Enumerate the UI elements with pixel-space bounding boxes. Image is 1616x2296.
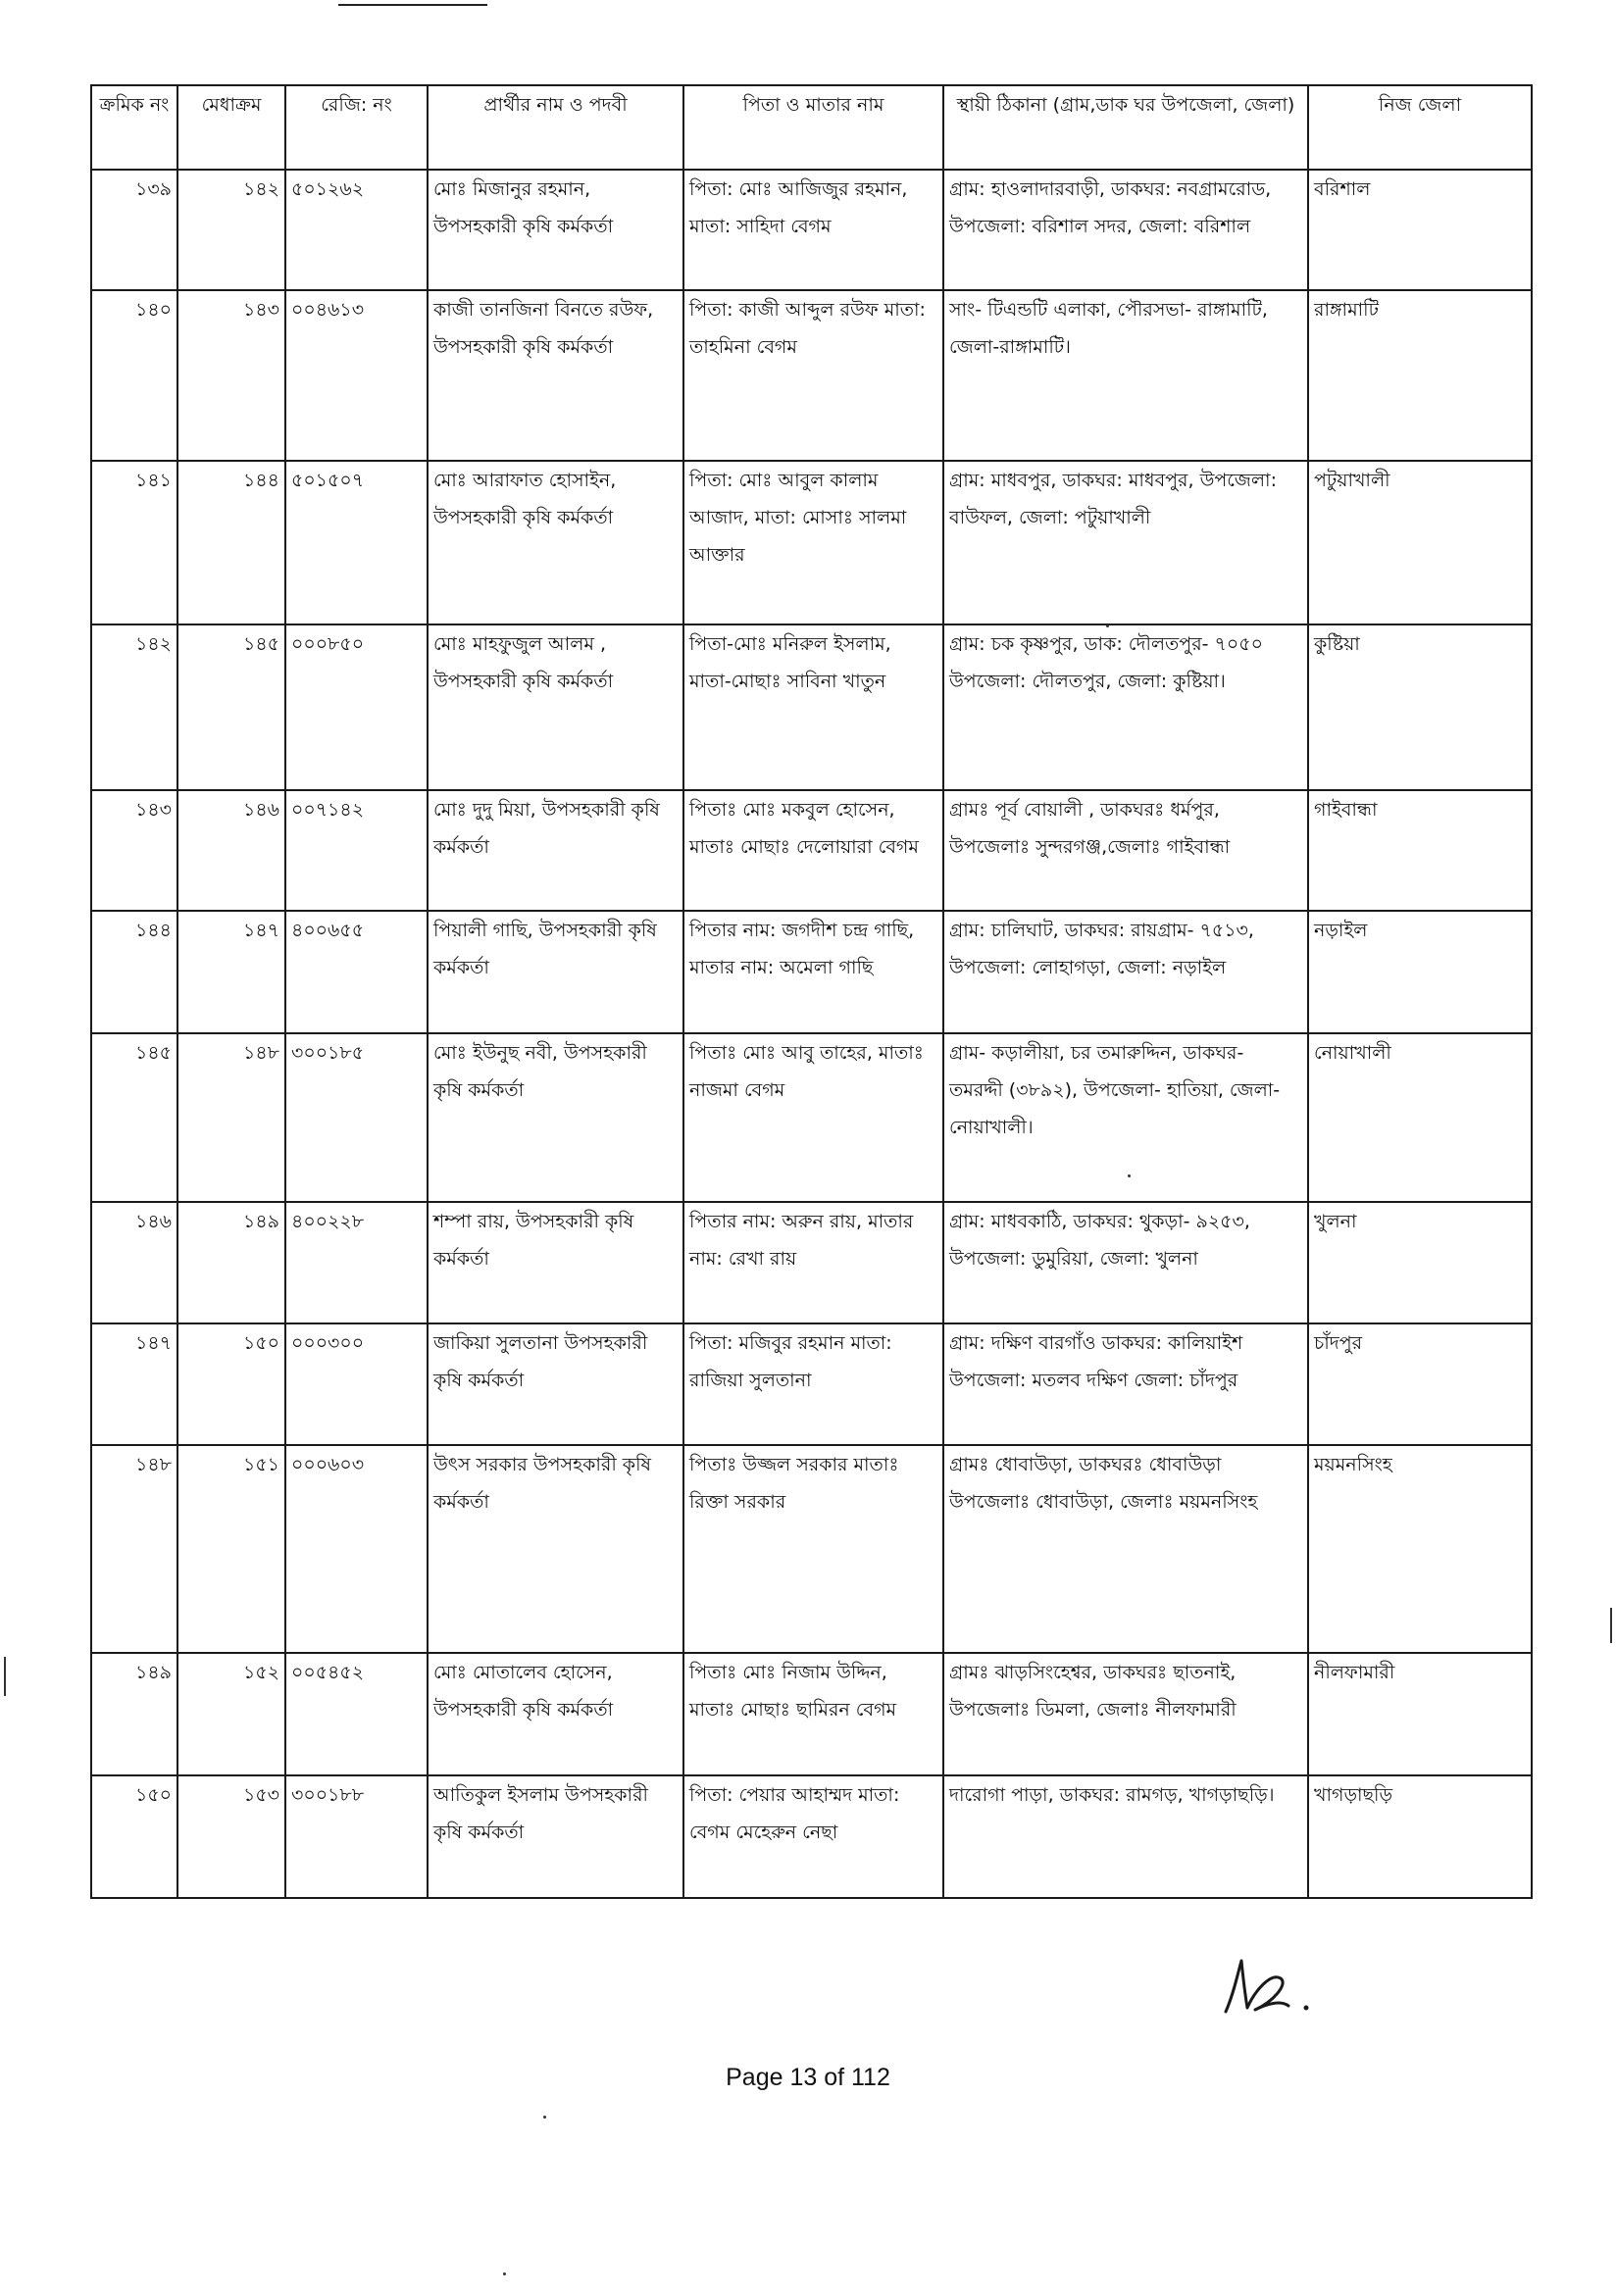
table-row (91, 170, 1532, 290)
cell-reg-no: ৪০০২২৮ (285, 1202, 428, 1323)
cell-district: রাঙ্গামাটি (1308, 290, 1532, 461)
cell-name: কাজী তানজিনা বিনতে রউফ, উপসহকারী কৃষি কর্মকর্তা (428, 290, 683, 461)
cell-merit: ১৪২ (177, 170, 285, 290)
cell-merit: ১৫৩ (177, 1775, 285, 1898)
cell-address: গ্রাম: হাওলাদারবাড়ী, ডাকঘর: নবগ্রামরোড, উপজেলা: বরিশাল সদর, জেলা: বরিশাল (943, 170, 1308, 290)
cell-parents: পিতাঃ মোঃ মকবুল হোসেন, মাতাঃ মোছাঃ দেলোয়ারা বেগম (683, 790, 943, 911)
header-home-district: নিজ জেলা (1308, 85, 1532, 170)
cell-name: উৎস সরকার উপসহকারী কৃষি কর্মকর্তা (428, 1445, 683, 1653)
cell-serial: ১৪৩ (91, 790, 177, 911)
table-row (91, 1033, 1532, 1202)
cell-reg-no: ০০৫৪৫২ (285, 1653, 428, 1775)
cell-address: গ্রামঃ পূর্ব বোয়ালী , ডাকঘরঃ ধর্মপুর, উপজেলাঃ সুন্দরগঞ্জ,জেলাঃ গাইবান্ধা (943, 790, 1308, 911)
cell-reg-no: ৫০১৫০৭ (285, 461, 428, 624)
table-row (91, 461, 1532, 624)
cell-reg-no: ০০৭১৪২ (285, 790, 428, 911)
cell-reg-no: ৩০০১৮৮ (285, 1775, 428, 1898)
table-header-row (91, 85, 1532, 170)
header-address: স্থায়ী ঠিকানা (গ্রাম,ডাক ঘর উপজেলা, জেলা) (943, 85, 1308, 170)
cell-address: গ্রাম: চক কৃষ্ণপুর, ডাক: দৌলতপুর- ৭০৫০ উপজেলা: দৌলতপুর, জেলা: কুষ্টিয়া। (943, 624, 1308, 790)
cell-reg-no: ০০৪৬১৩ (285, 290, 428, 461)
cell-name: জাকিয়া সুলতানা উপসহকারী কৃষি কর্মকর্তা (428, 1323, 683, 1445)
header-serial: ক্রমিক নং (91, 85, 177, 170)
table-row (91, 624, 1532, 790)
cell-parents: পিতা: মোঃ আবুল কালাম আজাদ, মাতা: মোসাঃ সালমা আক্তার (683, 461, 943, 624)
cell-district: খুলনা (1308, 1202, 1532, 1323)
cell-address: গ্রাম: দক্ষিণ বারগাঁও ডাকঘর: কালিয়াইশ উপজেলা: মতলব দক্ষিণ জেলা: চাঁদপুর (943, 1323, 1308, 1445)
cell-name: মোঃ ইউনুছ নবী, উপসহকারী কৃষি কর্মকর্তা (428, 1033, 683, 1202)
cell-parents: পিতাঃ মোঃ নিজাম উদ্দিন, মাতাঃ মোছাঃ ছামিরন বেগম (683, 1653, 943, 1775)
cell-address: গ্রামঃ ধোবাউড়া, ডাকঘরঃ ধোবাউড়া উপজেলাঃ ধোবাউড়া, জেলাঃ ময়মনসিংহ (943, 1445, 1308, 1653)
cell-district: ময়মনসিংহ (1308, 1445, 1532, 1653)
cell-merit: ১৪৩ (177, 290, 285, 461)
cell-district: কুষ্টিয়া (1308, 624, 1532, 790)
header-name-designation: প্রার্থীর নাম ও পদবী (428, 85, 683, 170)
cell-parents: পিতা-মোঃ মনিরুল ইসলাম, মাতা-মোছাঃ সাবিনা খাতুন (683, 624, 943, 790)
cell-name: আতিকুল ইসলাম উপসহকারী কৃষি কর্মকর্তা (428, 1775, 683, 1898)
cell-name: শম্পা রায়, উপসহকারী কৃষি কর্মকর্তা (428, 1202, 683, 1323)
table-row (91, 1445, 1532, 1653)
scan-edge-mark (4, 1657, 6, 1696)
cell-serial: ১৪২ (91, 624, 177, 790)
cell-reg-no: ৪০০৬৫৫ (285, 911, 428, 1033)
cell-serial: ১৩৯ (91, 170, 177, 290)
header-reg-no: রেজি: নং (285, 85, 428, 170)
cell-serial: ১৪৪ (91, 911, 177, 1033)
cell-serial: ১৪১ (91, 461, 177, 624)
cell-district: গাইবান্ধা (1308, 790, 1532, 911)
cell-merit: ১৫০ (177, 1323, 285, 1445)
cell-parents: পিতার নাম: অরুন রায়, মাতার নাম: রেখা রায় (683, 1202, 943, 1323)
table-row (91, 790, 1532, 911)
header-merit: মেধাক্রম (177, 85, 285, 170)
cell-reg-no: ০০০৮৫০ (285, 624, 428, 790)
table-row (91, 1202, 1532, 1323)
cell-address: গ্রাম: মাধবপুর, ডাকঘর: মাধবপুর, উপজেলা: বাউফল, জেলা: পটুয়াখালী (943, 461, 1308, 624)
cell-name: মোঃ মোতালেব হোসেন, উপসহকারী কৃষি কর্মকর্তা (428, 1653, 683, 1775)
cell-serial: ১৪৫ (91, 1033, 177, 1202)
candidate-table (90, 84, 1533, 1899)
cell-district: চাঁদপুর (1308, 1323, 1532, 1445)
cell-parents: পিতা: মজিবুর রহমান মাতা: রাজিয়া সুলতানা (683, 1323, 943, 1445)
cell-parents: পিতাঃ মোঃ আবু তাহের, মাতাঃ নাজমা বেগম (683, 1033, 943, 1202)
cell-serial: ১৪৭ (91, 1323, 177, 1445)
cell-address: গ্রাম: মাধবকাঠি, ডাকঘর: থুকড়া- ৯২৫৩, উপজেলা: ডুমুরিয়া, জেলা: খুলনা (943, 1202, 1308, 1323)
cell-district: পটুয়াখালী (1308, 461, 1532, 624)
scan-speck (543, 2116, 546, 2119)
cell-serial: ১৫০ (91, 1775, 177, 1898)
cell-merit: ১৪৯ (177, 1202, 285, 1323)
table-row (91, 1653, 1532, 1775)
cell-district: বরিশাল (1308, 170, 1532, 290)
cell-address: গ্রাম: চালিঘাট, ডাকঘর: রায়গ্রাম- ৭৫১৩, উপজেলা: লোহাগড়া, জেলা: নড়াইল (943, 911, 1308, 1033)
cell-merit: ১৪৭ (177, 911, 285, 1033)
cell-serial: ১৪০ (91, 290, 177, 461)
table-row (91, 911, 1532, 1033)
cell-district: নোয়াখালী (1308, 1033, 1532, 1202)
cell-parents: পিতা: মোঃ আজিজুর রহমান, মাতা: সাহিদা বেগম (683, 170, 943, 290)
table-row (91, 1775, 1532, 1898)
cell-merit: ১৫১ (177, 1445, 285, 1653)
cell-reg-no: ০০০৬০৩ (285, 1445, 428, 1653)
cell-reg-no: ৩০০১৮৫ (285, 1033, 428, 1202)
cell-parents: পিতার নাম: জগদীশ চন্দ্র গাছি, মাতার নাম: অমেলা গাছি (683, 911, 943, 1033)
cell-merit: ১৪৪ (177, 461, 285, 624)
cell-reg-no: ০০০৩০০ (285, 1323, 428, 1445)
header-parents: পিতা ও মাতার নাম (683, 85, 943, 170)
signature-mark (1212, 1951, 1320, 2020)
cell-merit: ১৪৫ (177, 624, 285, 790)
cell-parents: পিতা: কাজী আব্দুল রউফ মাতা: তাহমিনা বেগম (683, 290, 943, 461)
cell-name: পিয়ালী গাছি, উপসহকারী কৃষি কর্মকর্তা (428, 911, 683, 1033)
cell-merit: ১৪৬ (177, 790, 285, 911)
cell-address: গ্রামঃ ঝাড়সিংহেশ্বর, ডাকঘরঃ ছাতনাই, উপজেলাঃ ডিমলা, জেলাঃ নীলফামারী (943, 1653, 1308, 1775)
cell-serial: ১৪৯ (91, 1653, 177, 1775)
cell-merit: ১৫২ (177, 1653, 285, 1775)
cell-serial: ১৪৬ (91, 1202, 177, 1323)
cell-parents: পিতাঃ উজ্জল সরকার মাতাঃ রিক্তা সরকার (683, 1445, 943, 1653)
table-row (91, 1323, 1532, 1445)
scan-speck (1106, 624, 1109, 627)
page-number: Page 13 of 112 (726, 2064, 890, 2091)
cell-address: গ্রাম- কড়ালীয়া, চর তমারুদ্দিন, ডাকঘর- তমরদ্দী (৩৮৯২), উপজেলা- হাতিয়া, জেলা- নোয়াখালী। (943, 1033, 1308, 1202)
cell-merit: ১৪৮ (177, 1033, 285, 1202)
cell-name: মোঃ আরাফাত হোসাইন, উপসহকারী কৃষি কর্মকর্তা (428, 461, 683, 624)
scan-speck (1128, 1174, 1131, 1177)
cell-name: মোঃ দুদু মিয়া, উপসহকারী কৃষি কর্মকর্তা (428, 790, 683, 911)
cell-district: নীলফামারী (1308, 1653, 1532, 1775)
scan-speck (503, 2272, 506, 2275)
cell-name: মোঃ মিজানুর রহমান, উপসহকারী কৃষি কর্মকর্তা (428, 170, 683, 290)
cell-reg-no: ৫০১২৬২ (285, 170, 428, 290)
cell-serial: ১৪৮ (91, 1445, 177, 1653)
cell-district: নড়াইল (1308, 911, 1532, 1033)
cell-district: খাগড়াছড়ি (1308, 1775, 1532, 1898)
table-row (91, 290, 1532, 461)
cell-address: দারোগা পাড়া, ডাকঘর: রামগড়, খাগড়াছড়ি। (943, 1775, 1308, 1898)
cell-parents: পিতা: পেয়ার আহাম্মদ মাতা: বেগম মেহেরুন নেছা (683, 1775, 943, 1898)
cell-address: সাং- টিএন্ডটি এলাকা, পৌরসভা- রাঙ্গামাটি, জেলা-রাঙ্গামাটি। (943, 290, 1308, 461)
cell-name: মোঃ মাহফুজুল আলম , উপসহকারী কৃষি কর্মকর্তা (428, 624, 683, 790)
scan-edge-mark (1610, 1608, 1612, 1643)
top-rule (338, 4, 487, 6)
